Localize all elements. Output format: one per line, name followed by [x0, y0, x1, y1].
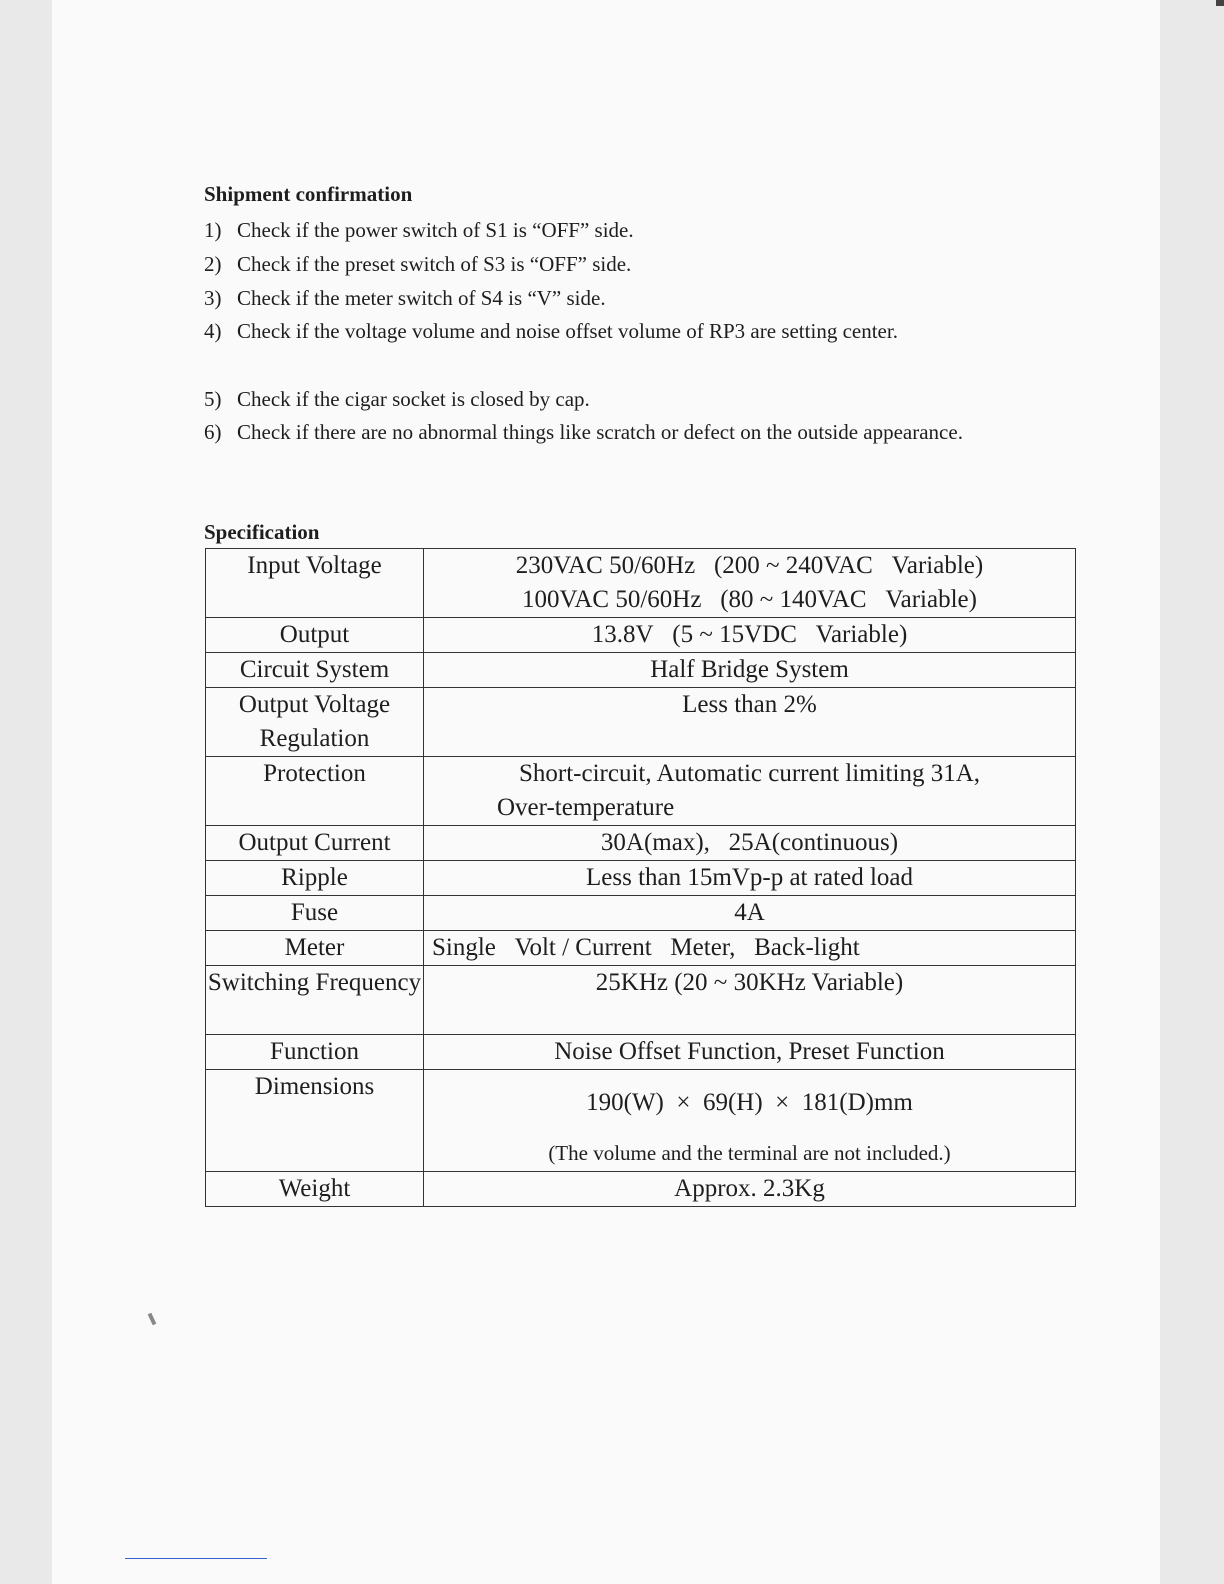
spec-label: Dimensions — [206, 1070, 424, 1172]
table-row — [206, 1035, 1076, 1070]
table-row — [206, 966, 1076, 1035]
spec-label: Input Voltage — [206, 549, 424, 618]
table-row — [206, 826, 1076, 861]
spec-value: Noise Offset Function, Preset Function — [424, 1035, 1076, 1070]
spec-value: 13.8V (5 ~ 15VDC Variable) — [424, 618, 1076, 653]
spec-label: Protection — [206, 757, 424, 826]
shipment-heading: Shipment confirmation — [204, 182, 413, 206]
spec-value-line: 100VAC 50/60Hz (80 ~ 140VAC Variable) — [522, 586, 977, 613]
item-number: 3) — [204, 286, 222, 310]
spec-value: Approx. 2.3Kg — [424, 1172, 1076, 1207]
spec-label: Fuse — [206, 896, 424, 931]
spec-value — [424, 757, 1076, 826]
scan-mark — [1216, 0, 1224, 6]
table-row — [206, 688, 1076, 757]
table-row — [206, 757, 1076, 826]
item-number: 2) — [204, 252, 222, 276]
specification-heading: Specification — [204, 520, 320, 544]
spec-label: Output Current — [206, 826, 424, 861]
table-row — [206, 618, 1076, 653]
spec-label: Meter — [206, 931, 424, 966]
spec-label: Output Voltage Regulation — [206, 688, 424, 757]
table-row — [206, 896, 1076, 931]
spec-value: 30A(max), 25A(continuous) — [424, 826, 1076, 861]
blue-line-mark — [125, 1558, 267, 1559]
spec-value: 25KHz (20 ~ 30KHz Variable) — [424, 966, 1076, 1035]
spec-value-line: 190(W) × 69(H) × 181(D)mm — [586, 1089, 913, 1116]
item-text: Check if there are no abnormal things like scratch or defect on the outside appearance. — [237, 420, 963, 444]
spec-value: Less than 15mVp-p at rated load — [424, 861, 1076, 896]
item-number: 5) — [204, 387, 222, 411]
spec-label: Circuit System — [206, 653, 424, 688]
item-text: Check if the power switch of S1 is “OFF” side. — [237, 218, 634, 242]
table-row — [206, 1172, 1076, 1207]
spec-value-line: Short-circuit, Automatic current limiting 31A, — [518, 760, 981, 787]
spec-value-note: (The volume and the terminal are not included.) — [548, 1141, 951, 1165]
item-text: Check if the meter switch of S4 is “V” side. — [237, 286, 606, 310]
table-row — [206, 549, 1076, 618]
spec-value-line: Over-temperature — [497, 794, 675, 821]
spec-label: Ripple — [206, 861, 424, 896]
spec-value — [424, 1070, 1076, 1172]
spec-label: Weight — [206, 1172, 424, 1207]
table-row — [206, 1070, 1076, 1172]
table-row — [206, 931, 1076, 966]
item-text: Check if the voltage volume and noise offset volume of RP3 are setting center. — [237, 319, 898, 343]
specification-table — [205, 548, 1076, 1207]
item-number: 4) — [204, 319, 222, 343]
spec-label: Output — [206, 618, 424, 653]
item-text: Check if the cigar socket is closed by cap. — [237, 387, 590, 411]
spec-value: Half Bridge System — [424, 653, 1076, 688]
spec-value: Less than 2% — [424, 688, 1076, 757]
item-number: 1) — [204, 218, 222, 242]
spec-value: Single Volt / Current Meter, Back-light — [424, 931, 1076, 966]
spec-label: Function — [206, 1035, 424, 1070]
table-row — [206, 653, 1076, 688]
spec-value: 4A — [424, 896, 1076, 931]
item-number: 6) — [204, 420, 222, 444]
spec-label: Switching Frequency — [206, 966, 424, 1035]
spec-value-line: 230VAC 50/60Hz (200 ~ 240VAC Variable) — [515, 552, 984, 579]
table-row — [206, 861, 1076, 896]
item-text: Check if the preset switch of S3 is “OFF” side. — [237, 252, 632, 276]
spec-value — [424, 549, 1076, 618]
